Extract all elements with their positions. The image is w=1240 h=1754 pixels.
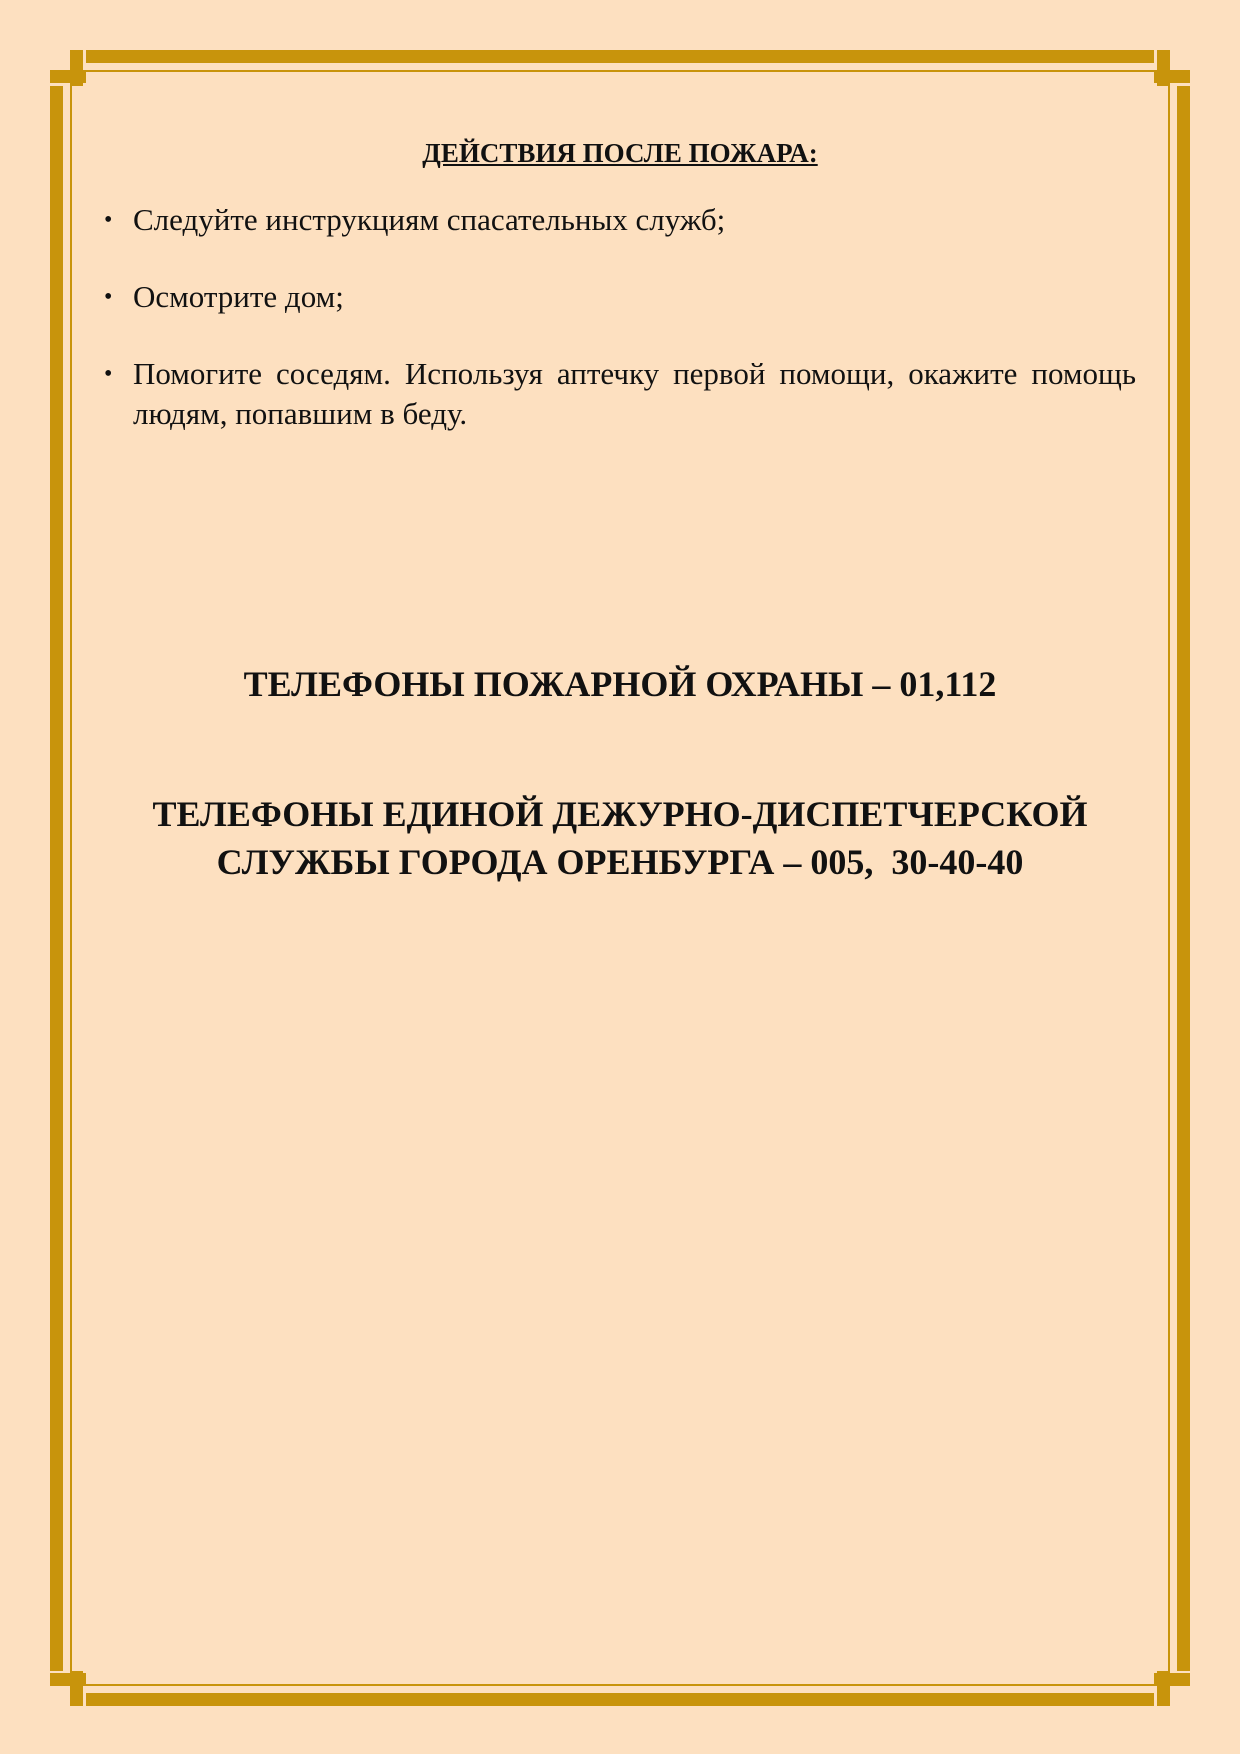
dispatch-phones-line-1: ТЕЛЕФОНЫ ЕДИНОЙ ДЕЖУРНО-ДИСПЕТЧЕРСКОЙ [152, 794, 1088, 834]
frame-corner-bottom-left [70, 1671, 83, 1706]
frame-corner-top-right [1157, 50, 1170, 86]
actions-list [100, 200, 1136, 471]
list-item-text: Осмотрите дом; [133, 279, 344, 314]
frame-corner-bottom-right [1157, 1671, 1170, 1706]
section-heading: ДЕЙСТВИЯ ПОСЛЕ ПОЖАРА: [422, 138, 818, 168]
frame-corner-top-left [70, 50, 83, 86]
bullet-icon: • [104, 207, 113, 233]
frame-bottom-bar [86, 1693, 1154, 1706]
list-item [100, 200, 1136, 240]
frame-top-bar [86, 50, 1154, 63]
list-item-text: Следуйте инструкциям спасательных служб; [133, 202, 726, 237]
list-item [100, 277, 1136, 317]
frame-left-bar [50, 86, 63, 1671]
bullet-icon: • [104, 284, 113, 310]
dispatch-phones-line-2: СЛУЖБЫ ГОРОДА ОРЕНБУРГА – 005, 30-40-40 [216, 842, 1024, 882]
list-item-text: Помогите соседям. Используя аптечку первой помощи, окажите помощь людям, попавшим в беду. [133, 356, 1136, 431]
list-item [100, 354, 1136, 434]
dispatch-service-phones [100, 790, 1140, 886]
fire-service-phones: ТЕЛЕФОНЫ ПОЖАРНОЙ ОХРАНЫ – 01,112 [243, 664, 997, 704]
bullet-icon: • [104, 361, 113, 387]
frame-right-bar [1177, 86, 1190, 1671]
